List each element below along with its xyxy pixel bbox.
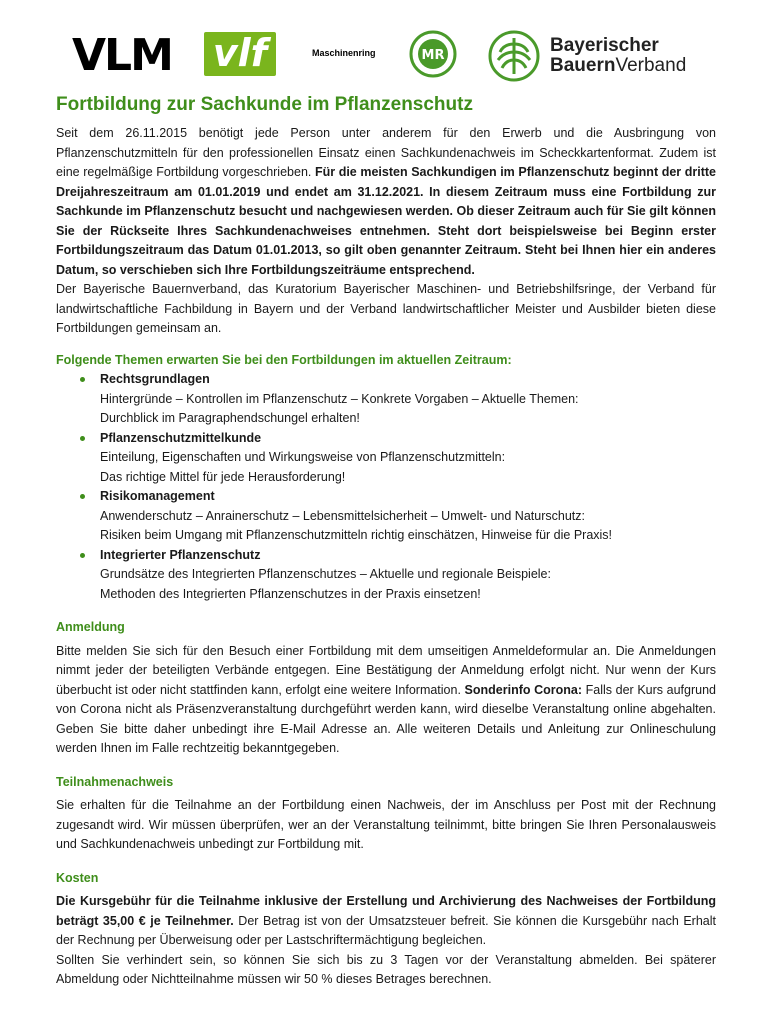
list-item <box>56 487 716 546</box>
list-item <box>56 546 716 605</box>
kosten-cancellation: Sollten Sie verhindert sein, so können Sie sich bis zu 3 Tagen vor der Veranstaltung abmelden. Bei späterer Abmeldung oder Nichtteilnahme müssen wir 50 % dieses Betrages berechnen. <box>56 952 716 986</box>
intro-plain: Seit dem 26.11.2015 benötigt jede Person unter anderem für den Erwerb und die Ausbringung von Pflanzenschutzmitteln für den professionellen Einsatz einen Sachkundenachweis im Scheckkartenformat. Zudem ist eine regelmäßige Fortbildung vorgeschrieben. <box>56 126 716 179</box>
vlm-logo: VLM <box>72 30 172 81</box>
bbv-wordmark <box>550 36 686 76</box>
corona-label: Sonderinfo Corona: <box>464 682 583 697</box>
bbv-line2-light: Verband <box>615 55 687 76</box>
anmeldung-text <box>56 642 716 759</box>
list-item <box>56 429 716 488</box>
mr-badge-text: MR <box>421 48 445 63</box>
anmeldung-text-b: Falls der Kurs aufgrund von Corona nicht als Präsenzveranstaltung durchgeführt werden kann, wird dieselbe Veranstaltung online abgehalten. Geben Sie bitte daher unbedingt ihre E-Mail Adresse an. Alle weiteren Details und Anleitung zur Onlineschulung werden Ihnen im Falle rechtzeitig bekanntgegeben. <box>56 682 716 755</box>
topics-heading: Folgende Themen erwarten Sie bei den Fortbildungen im aktuellen Zeitraum: <box>56 352 512 367</box>
bullet-icon <box>80 377 85 382</box>
teilnahme-text: Sie erhalten für die Teilnahme an der Fortbildung einen Nachweis, der im Anschluss per Post mit der Rechnung zugesandt wird. Wir müssen überprüfen, wer an der Veranstaltung teilnimmt, bitte bringen Sie Ihren Personalausweis und Sachkundenachweis unbedingt zur Fortbildung mit. <box>56 798 716 851</box>
kosten-heading: Kosten <box>56 870 99 885</box>
bullet-icon <box>80 553 85 558</box>
topic-title: Risikomanagement <box>100 489 215 503</box>
topic-line: Durchblick im Paragraphendschungel erhalten! <box>100 411 360 425</box>
teilnahme-heading: Teilnahmenachweis <box>56 774 174 789</box>
anmeldung-section <box>56 618 716 759</box>
page-title: Fortbildung zur Sachkunde im Pflanzenschutz <box>56 94 473 115</box>
logo-bar <box>0 28 770 88</box>
vlf-logo: vlf <box>204 32 276 76</box>
topic-line: Anwenderschutz – Anrainerschutz – Lebensmittelsicherheit – Umwelt- und Naturschutz: <box>100 508 585 523</box>
topic-title: Pflanzenschutzmittelkunde <box>100 430 262 445</box>
bullet-icon <box>80 494 85 499</box>
intro-paragraph <box>56 124 716 280</box>
topic-line: Das richtige Mittel für jede Herausforderung! <box>100 469 346 484</box>
bbv-line2 <box>550 56 686 76</box>
list-item <box>56 370 716 429</box>
anmeldung-text-a: Bitte melden Sie sich für den Besuch einer Fortbildung mit dem umseitigen Anmeldeformular an. Die Anmeldungen nimmt jeder der beteiligten Verbände entgegen. Eine Bestätigung der Anmeldung erfolgt nicht. Nur wenn der Kurs überbucht ist oder nicht stattfinden kann, erfolgt eine weitere Information. <box>56 643 716 697</box>
topic-title: Rechtsgrundlagen <box>100 372 210 386</box>
topics-list <box>56 370 716 604</box>
kosten-bold: Die Kursgebühr für die Teilnahme inklusive der Erstellung und Archivierung des Nachweises der Fortbildung beträgt 35,00 € je Teilnehmer. <box>56 894 716 928</box>
intro-bold: Für die meisten Sachkundigen im Pflanzenschutz beginnt der dritte Dreijahreszeitraum am 01.01.2019 und endet am 31.12.2021. In diesem Zeitraum muss eine Fortbildung zur Sachkunde im Pflanzenschutz besucht und nachgewiesen werden. Ob dieser Zeitraum auch für Sie gilt können Sie der Rückseite Ihres Sachkundenachweises entnehmen. Steht dort beispielsweise bei Beginn erster Fortbildungszeitraum das Datum 01.01.2013, so gilt oben genannter Zeitraum. Steht bei Ihnen hier ein anderes Datum, so verschieben sich Ihre Fortbildungszeiträume entsprechend. <box>56 165 716 277</box>
bbv-emblem-icon <box>488 30 540 82</box>
topic-line: Hintergründe – Kontrollen im Pflanzenschutz – Konkrete Vorgaben – Aktuelle Themen: <box>100 391 579 406</box>
topic-title: Integrierter Pflanzenschutz <box>100 547 261 562</box>
bullet-icon <box>80 436 85 441</box>
organizers-paragraph: Der Bayerische Bauernverband, das Kuratorium Bayerischer Maschinen- und Betriebshilfsringe, der Verband für landwirtschaftliche Fachbildung in Bayern und der Verband landwirtschaftlicher Meister und Ausbilder bieten diese Fortbildungen gemeinsam an. <box>56 282 716 335</box>
maschinenring-logo-icon <box>409 30 457 78</box>
teilnahme-section <box>56 773 716 855</box>
kosten-text-a: Der Betrag ist von der Umsatzsteuer befreit. Sie können die Kursgebühr nach Erhalt der Rechnung per Überweisung oder per Lastschriftermächtigung begleichen. <box>56 913 716 947</box>
topic-line: Grundsätze des Integrierten Pflanzenschutzes – Aktuelle und regionale Beispiele: <box>100 567 551 581</box>
topic-line: Einteilung, Eigenschaften und Wirkungsweise von Pflanzenschutzmitteln: <box>100 450 506 464</box>
topic-line: Risiken beim Umgang mit Pflanzenschutzmitteln richtig einschätzen, Hinweise für die Praxis! <box>100 528 613 542</box>
topic-line: Methoden des Integrierten Pflanzenschutzes in der Praxis einsetzen! <box>100 586 481 601</box>
maschinenring-wordmark: Maschinenring <box>312 48 376 58</box>
anmeldung-heading: Anmeldung <box>56 620 125 634</box>
bbv-line1: Bayerischer <box>550 35 659 56</box>
kosten-section <box>56 869 716 990</box>
bbv-line2-bold: Bauern <box>550 55 616 76</box>
document-body <box>56 92 716 990</box>
kosten-text <box>56 892 716 951</box>
